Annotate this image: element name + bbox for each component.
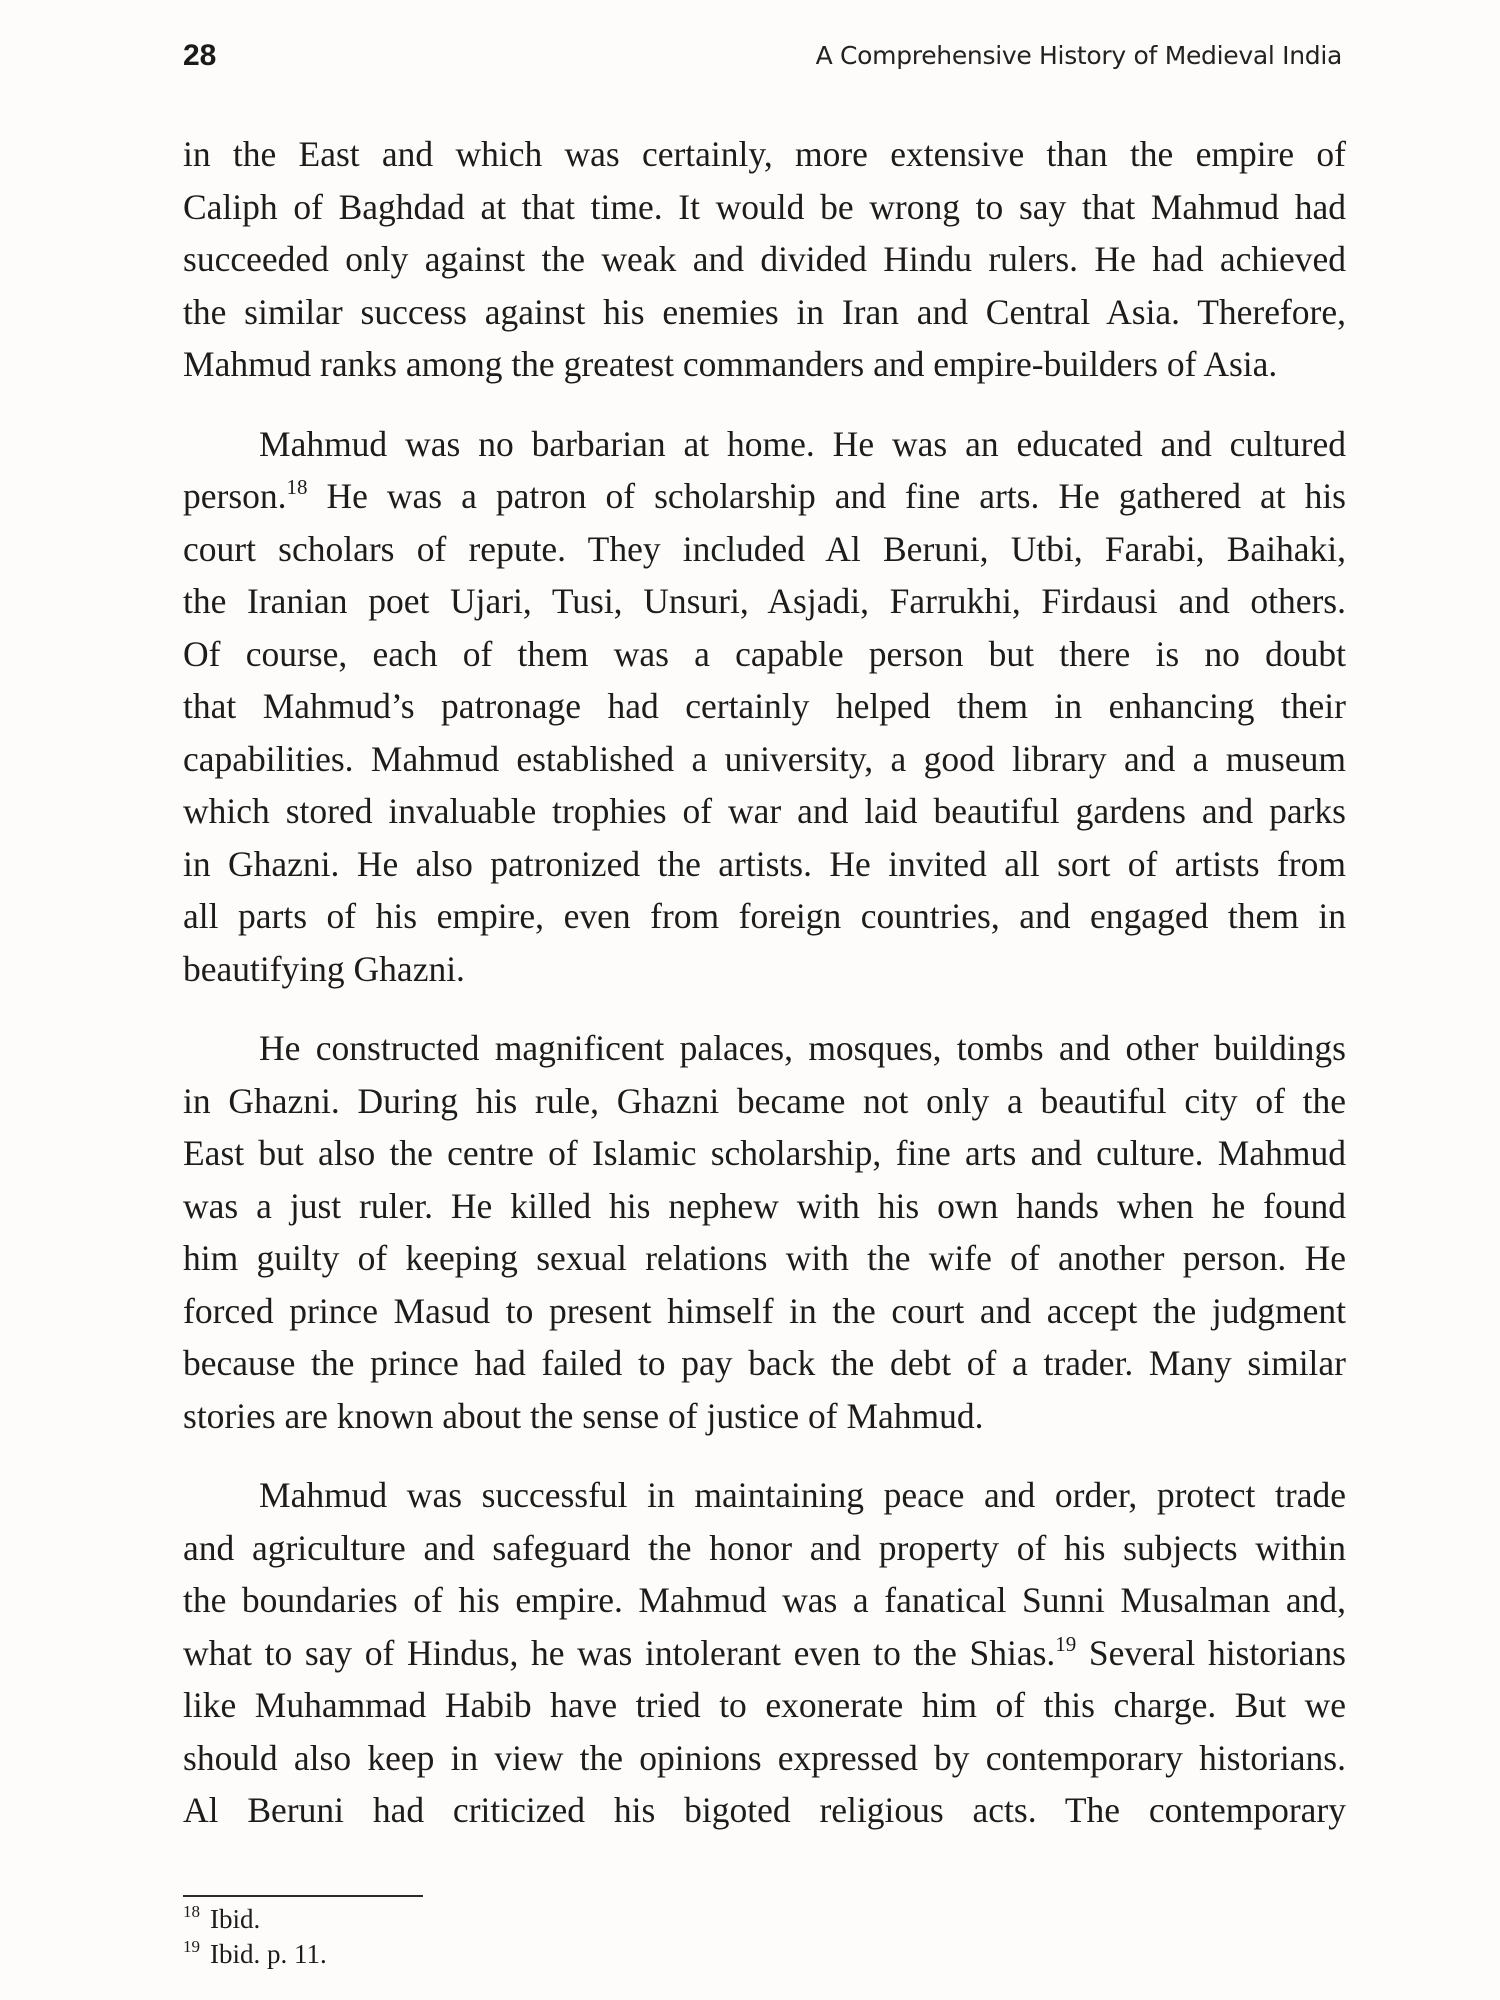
text-line: which stored invaluable trophies of war and laid beautiful gardens and parks — [183, 791, 1346, 831]
footnote-text: Ibid. — [210, 1904, 261, 1934]
running-title: A Comprehensive History of Medieval India — [815, 41, 1342, 70]
text-line: that Mahmud’s patronage had certainly helped them in enhancing their — [183, 686, 1346, 726]
footnote-number: 19 — [183, 1937, 200, 1956]
text-line: all parts of his empire, even from foreign countries, and engaged them in — [183, 896, 1346, 936]
page-header — [183, 36, 1342, 76]
text-line: the boundaries of his empire. Mahmud was a fanatical Sunni Musalman and, — [183, 1580, 1346, 1620]
text-line: Caliph of Baghdad at that time. It would be wrong to say that Mahmud had — [183, 186, 1346, 227]
text-line: the Iranian poet Ujari, Tusi, Unsuri, Asjadi, Farrukhi, Firdausi and others. — [183, 581, 1346, 621]
text-line: him guilty of keeping sexual relations with the wife of another person. He — [183, 1238, 1346, 1278]
text-line: court scholars of repute. They included Al Beruni, Utbi, Farabi, Baihaki, — [183, 528, 1346, 569]
paragraph — [183, 1022, 1346, 1442]
text-line: East but also the centre of Islamic scholarship, fine arts and culture. Mahmud — [183, 1133, 1346, 1173]
text-line: Of course, each of them was a capable person but there is no doubt — [183, 633, 1346, 674]
text-line: beautifying Ghazni. — [183, 948, 465, 989]
text-line: and agriculture and safeguard the honor and property of his subjects within — [183, 1527, 1346, 1568]
paragraph — [183, 1469, 1346, 1837]
text-line: Mahmud ranks among the greatest commanders and empire-builders of Asia. — [183, 344, 1278, 384]
text-line: Al Beruni had criticized his bigoted religious acts. The contemporary — [183, 1790, 1346, 1830]
text-line: was a just ruler. He killed his nephew with his own hands when he found — [183, 1185, 1346, 1226]
text-line: He constructed magnificent palaces, mosques, tombs and other buildings — [259, 1028, 1346, 1068]
text-line: in Ghazni. During his rule, Ghazni became not only a beautiful city of the — [183, 1080, 1346, 1121]
text-line: capabilities. Mahmud established a university, a good library and a museum — [183, 738, 1346, 779]
footnote-divider — [183, 1895, 423, 1897]
footnote-reference[interactable]: 18 — [286, 475, 308, 499]
footnote — [183, 1937, 327, 1972]
footnote — [183, 1902, 327, 1937]
page-number: 28 — [183, 39, 217, 72]
paragraph — [183, 128, 1346, 391]
text-line: the similar success against his enemies in Iran and Central Asia. Therefore, — [183, 291, 1346, 332]
footnotes — [183, 1902, 327, 1972]
text-line: what to say of Hindus, he was intolerant even to the Shias.$^{19}$ Several historians — [183, 1631, 1346, 1673]
footnote-text: Ibid. p. 11. — [210, 1939, 327, 1969]
text-line: Mahmud was no barbarian at home. He was an educated and cultured — [259, 423, 1346, 464]
text-line: succeeded only against the weak and divided Hindu rulers. He had achieved — [183, 239, 1346, 279]
text-line: Mahmud was successful in maintaining peace and order, protect trade — [259, 1475, 1346, 1515]
paragraph — [183, 418, 1346, 996]
text-line: should also keep in view the opinions expressed by contemporary historians. — [183, 1737, 1346, 1778]
text-line: in Ghazni. He also patronized the artists. He invited all sort of artists from — [183, 843, 1346, 884]
text-line: stories are known about the sense of justice of Mahmud. — [183, 1395, 984, 1436]
text-line: like Muhammad Habib have tried to exonerate him of this charge. But we — [183, 1685, 1346, 1725]
body-text — [183, 128, 1346, 1864]
footnote-reference[interactable]: 19 — [1055, 1631, 1077, 1656]
text-line: because the prince had failed to pay back the debt of a trader. Many similar — [183, 1343, 1346, 1383]
text-line: in the East and which was certainly, more extensive than the empire of — [183, 134, 1346, 174]
text-line: forced prince Masud to present himself in the court and accept the judgment — [183, 1290, 1346, 1331]
text-line: person.$^{18}$ He was a patron of scholarship and fine arts. He gathered at his — [183, 475, 1346, 516]
footnote-number: 18 — [183, 1902, 200, 1921]
